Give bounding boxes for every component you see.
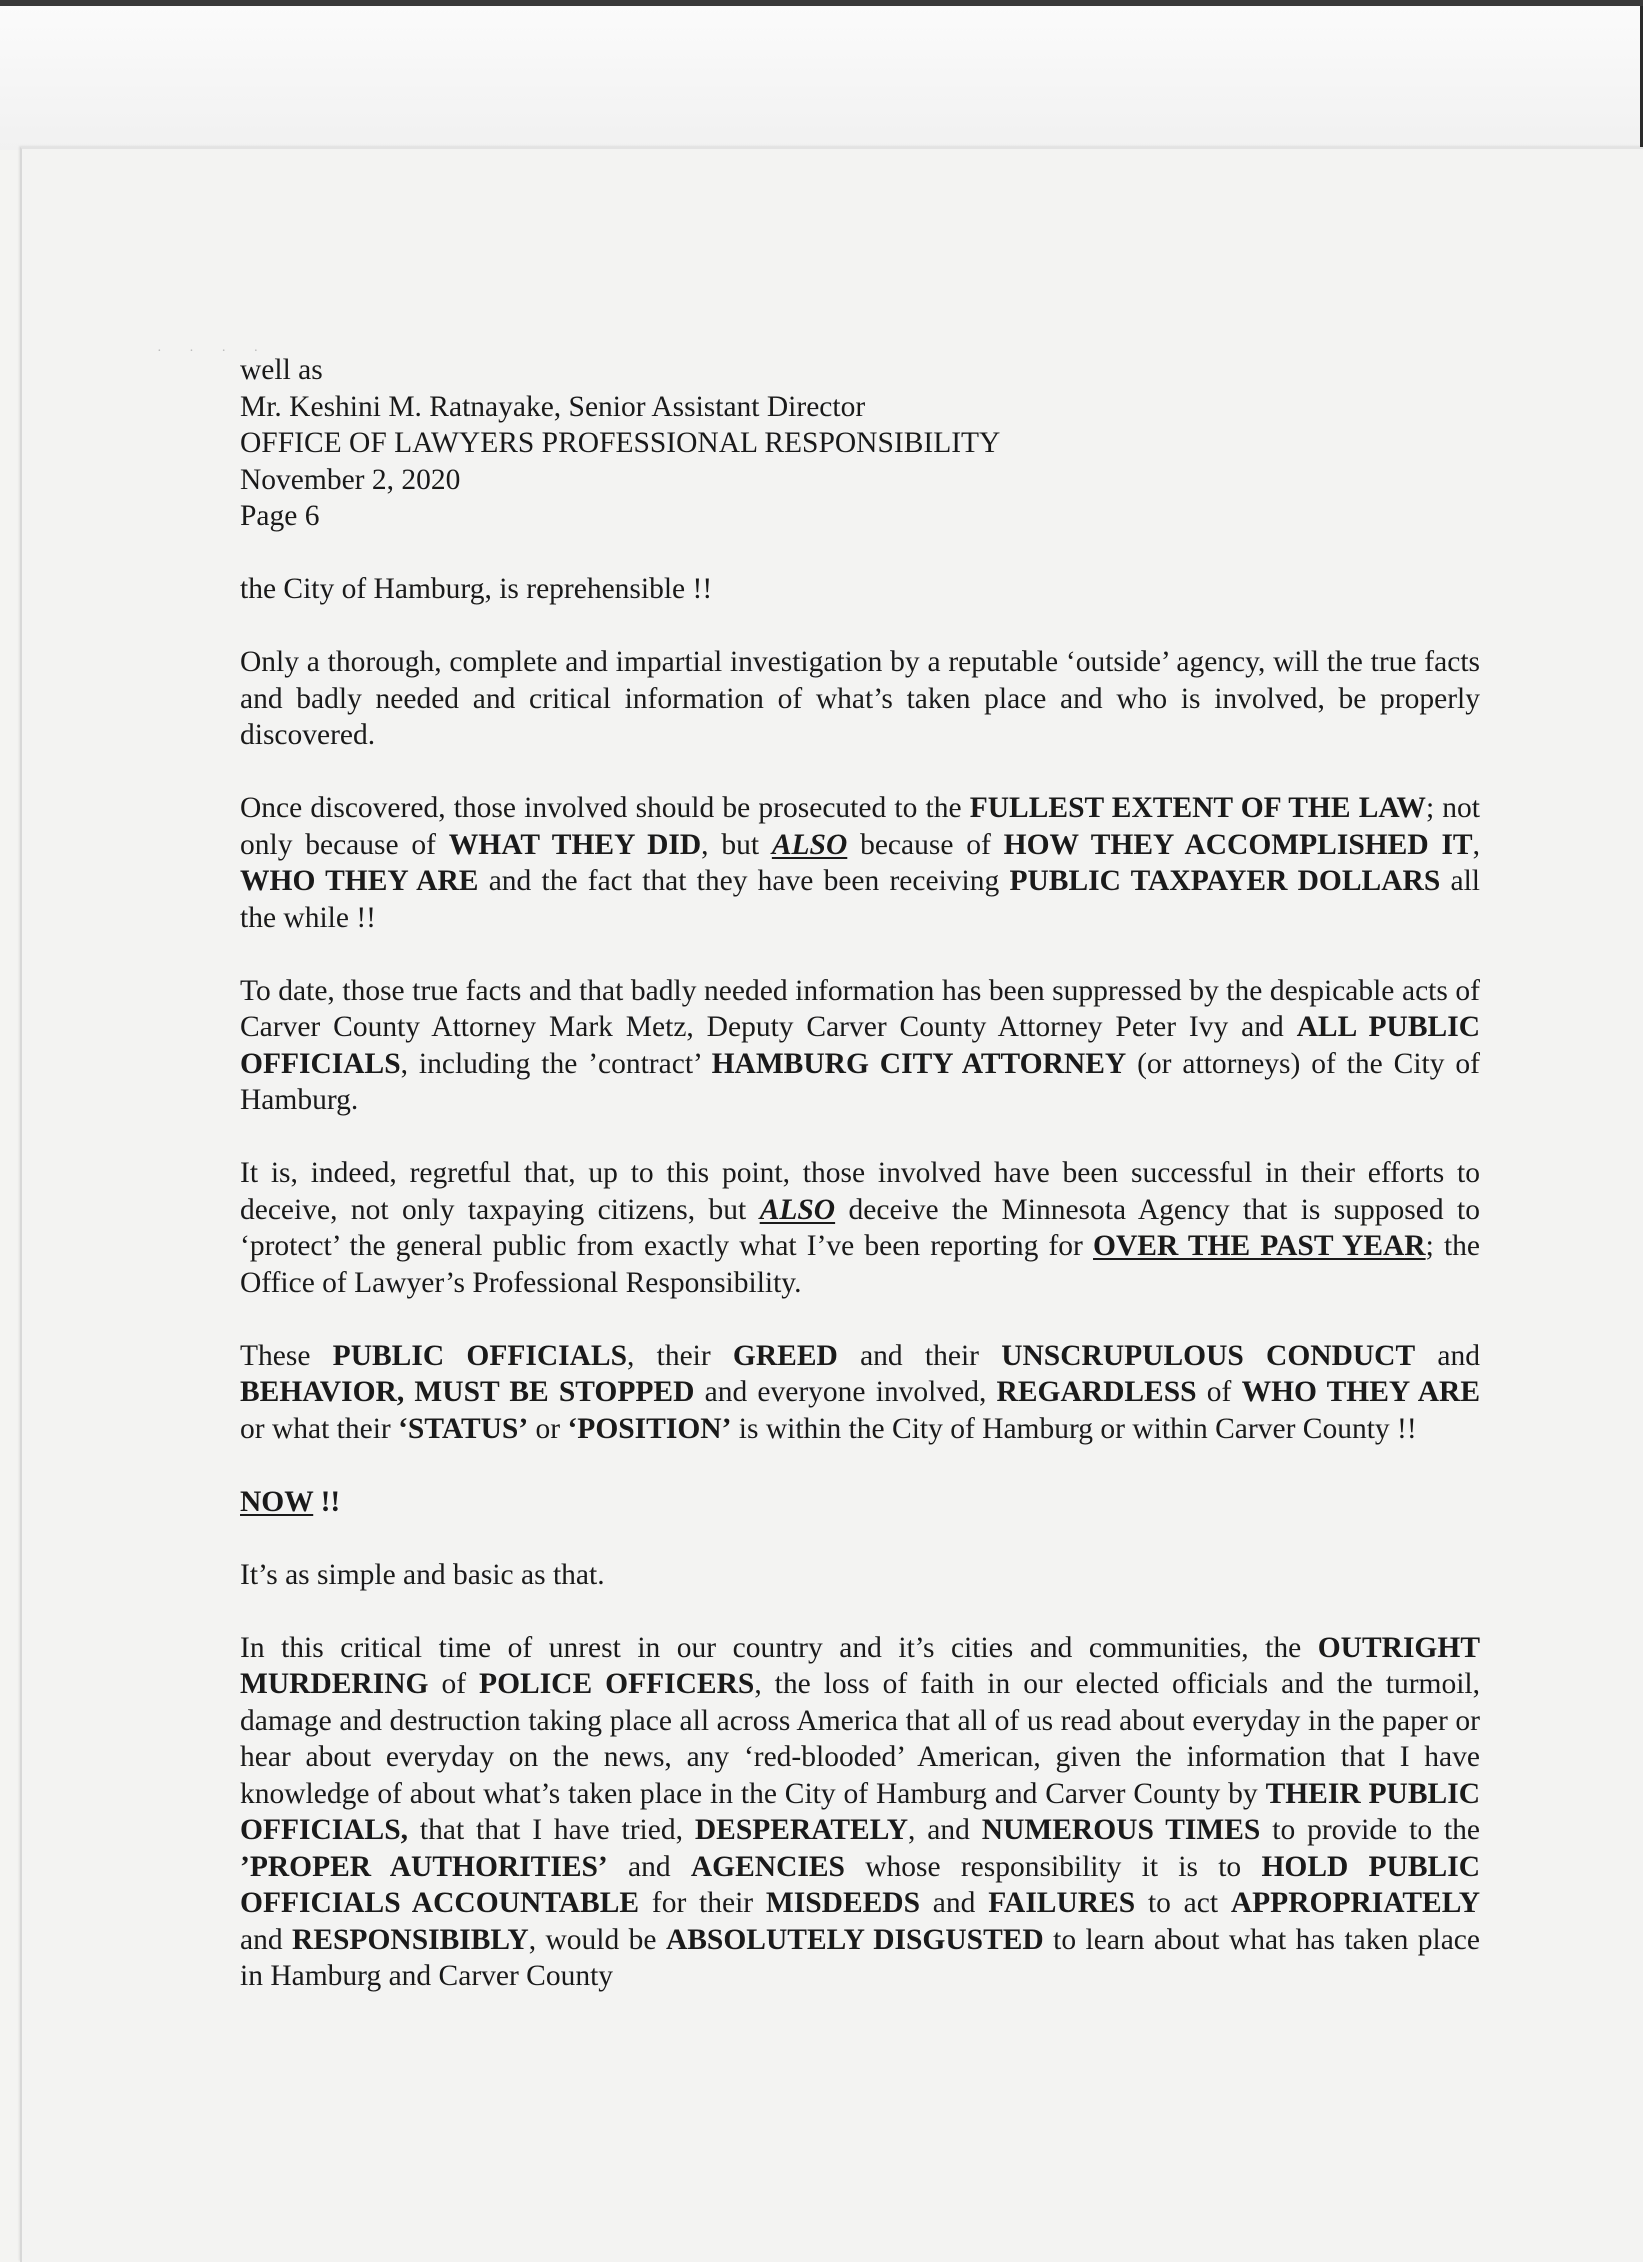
letter-body xyxy=(240,352,1480,2031)
paragraph-1: the City of Hamburg, is reprehensible !! xyxy=(240,573,713,605)
paragraph-6: These PUBLIC OFFICIALS, their GREED and their UNSCRUPULOUS CONDUCT and BEHAVIOR, MUST BE STOPPED and everyone involved, REGARDLESS of WHO THEY ARE or what their ‘STATUS’ or ‘POSITION’ is within the City of Hamburg or within Carver County !! xyxy=(240,1339,1481,1445)
header-office: OFFICE OF LAWYERS PROFESSIONAL RESPONSIBILITY xyxy=(240,427,1001,459)
header-recipient: Mr. Keshini M. Ratnayake, Senior Assistant Director xyxy=(240,390,866,423)
paragraph-3: Once discovered, those involved should be prosecuted to the FULLEST EXTENT OF THE LAW; not only because of WHAT THEY DID, but ALSO because of HOW THEY ACCOMPLISHED IT, WHO THEY ARE and the fact that they have been receiving PUBLIC TAXPAYER DOLLARS all the while !! xyxy=(240,792,1480,934)
back-page-strip xyxy=(0,0,1643,150)
paragraph-8: It’s as simple and basic as that. xyxy=(240,1558,605,1591)
header-continuation: well as xyxy=(240,354,323,386)
paragraph-4: To date, those true facts and that badly needed information has been suppressed by the despicable acts of Carver County Attorney Mark Metz, Deputy Carver County Attorney Peter Ivy and ALL PUBLIC OFFICIALS, including the ’contract’ HAMBURG CITY ATTORNEY (or attorneys) of the City of Hamburg. xyxy=(240,974,1480,1116)
header-page-number: Page 6 xyxy=(240,500,320,532)
paragraph-5: It is, indeed, regretful that, up to this point, those involved have been successful in their efforts to deceive, not only taxpaying citizens, but ALSO deceive the Minnesota Agency that is supposed to ‘protect’ the general public from exactly what I’ve been reporting for OVER THE PAST YEAR; the Office of Lawyer’s Professional Responsibility. xyxy=(240,1157,1480,1299)
paragraph-9: In this critical time of unrest in our country and it’s cities and communities, the OUTRIGHT MURDERING of POLICE OFFICERS, the loss of faith in our elected officials and the turmoil, damage and destruction taking place all across America that all of us read about everyday in the paper or hear about everyday on the news, any ‘red-blooded’ American, given the information that I have knowledge of about what’s taken place in the City of Hamburg and Carver County by THEIR PUBLIC OFFICIALS, that that I have tried, DESPERATELY, and NUMEROUS TIMES to provide to the ’PROPER AUTHORITIES’ and AGENCIES whose responsibility it is to HOLD PUBLIC OFFICIALS ACCOUNTABLE for their MISDEEDS and FAILURES to act APPROPRIATELY and RESPONSIBIBLY, would be ABSOLUTELY DISGUSTED to learn about what has taken place in Hamburg and Carver County xyxy=(240,1631,1481,1992)
paragraph-now: NOW !! xyxy=(240,1485,341,1518)
scan-specks: · · · · xyxy=(157,344,271,359)
header-date: November 2, 2020 xyxy=(240,463,461,496)
paragraph-2: Only a thorough, complete and impartial investigation by a reputable ‘outside’ agency, will the true facts and badly needed and critical information of what’s taken place and who is involved, be properly discovered. xyxy=(240,646,1480,751)
